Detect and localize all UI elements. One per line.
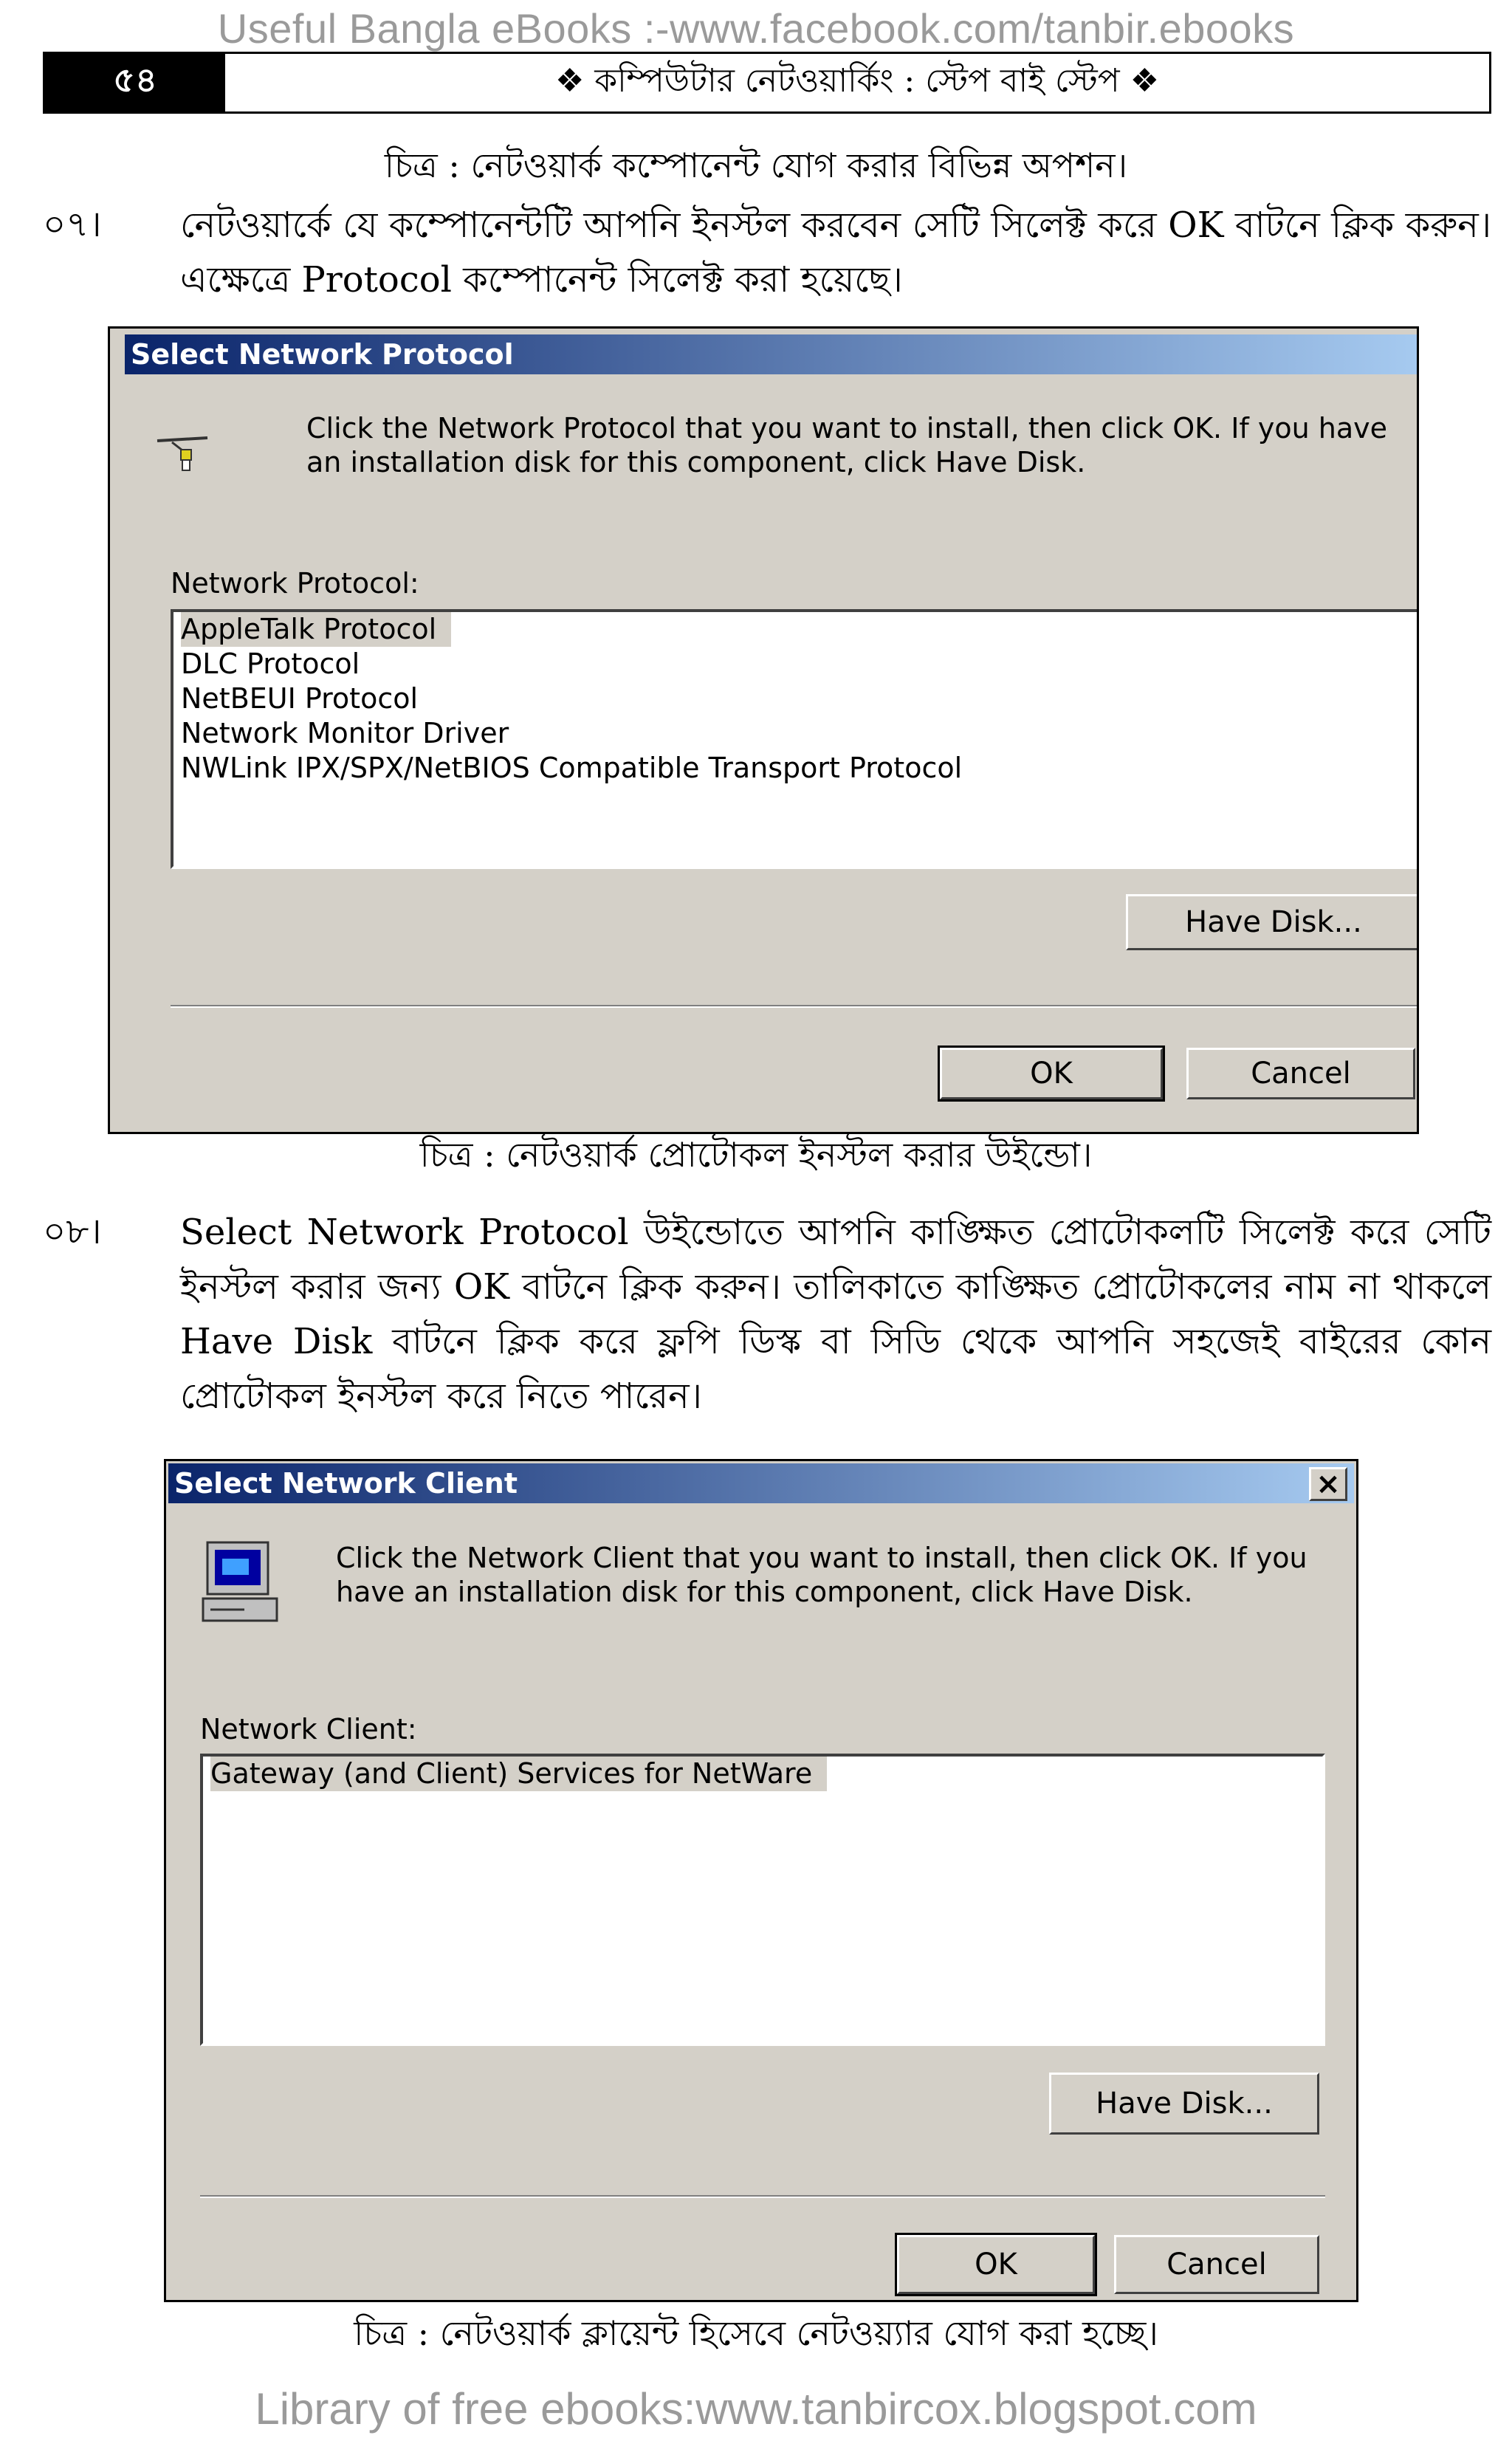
step-number: ০৮।	[43, 1211, 102, 1252]
protocol-list[interactable]	[171, 609, 1419, 869]
step-text: নেটওয়ার্কে যে কম্পোনেন্টটি আপনি ইনস্টল করবেন সেটি সিলেক্ট করে OK বাটনে ক্লিক করুন। এক্ষেত্রে Protocol কম্পোনেন্ট সিলেক্ট করা হয়েছে।	[180, 205, 1491, 301]
title-bar	[125, 334, 1417, 374]
instruction-text: Click the Network Protocol that you want to install, then click OK. If you have an installation disk for this component, click Have Disk.	[306, 412, 1388, 478]
have-disk-button[interactable]: Have Disk...	[1049, 2073, 1319, 2135]
title-bar	[168, 1463, 1354, 1503]
cancel-button[interactable]: Cancel	[1114, 2235, 1319, 2294]
list-item-appletalk[interactable]: AppleTalk Protocol	[173, 612, 1419, 647]
close-button[interactable]	[1309, 1467, 1347, 1501]
ok-button[interactable]: OK	[897, 2235, 1095, 2294]
cancel-button[interactable]: Cancel	[1186, 1048, 1415, 1099]
select-network-client-dialog	[164, 1459, 1358, 2302]
divider	[171, 1005, 1419, 1008]
list-label: Network Protocol:	[171, 567, 419, 600]
network-client-icon	[200, 1539, 281, 1627]
step-7	[43, 198, 1491, 316]
caption-protocol-window: চিত্র : নেটওয়ার্ক প্রোটোকল ইনস্টল করার উইন্ডো।	[419, 1135, 1093, 1175]
caption-client-window: চিত্র : নেটওয়ার্ক ক্লায়েন্ট হিসেবে নেটওয়্যার যোগ করা হচ্ছে।	[354, 2313, 1158, 2353]
list-item-netbeui[interactable]: NetBEUI Protocol	[181, 682, 419, 715]
list-item-network-monitor[interactable]: Network Monitor Driver	[181, 717, 509, 749]
top-watermark: Useful Bangla eBooks :-www.facebook.com/tanbir.ebooks	[217, 5, 1295, 52]
list-item-nwlink[interactable]: NWLink IPX/SPX/NetBIOS Compatible Transport Protocol	[181, 752, 963, 784]
client-list[interactable]	[200, 1754, 1325, 2046]
step-text: Select Network Protocol উইন্ডোতে আপনি কাঙ্ক্ষিত প্রোটোকলটি সিলেক্ট করে সেটি ইনস্টল করার জন্য OK বাটনে ক্লিক করুন। তালিকাতে কাঙ্ক্ষিত প্রোটোকলের নাম না থাকলে Have Disk বাটনে ক্লিক করে ফ্লপি ডিস্ক বা সিডি থেকে আপনি সহজেই বাইরের কোন প্রোটোকল ইনস্টল করে নিতে পারেন।	[180, 1212, 1491, 1417]
dialog-title: Select Network Protocol	[131, 338, 514, 371]
ok-button[interactable]: OK	[940, 1048, 1163, 1099]
list-item-dlc[interactable]: DLC Protocol	[181, 648, 360, 680]
network-protocol-icon	[156, 429, 215, 473]
divider	[200, 2195, 1325, 2198]
running-title: ❖ কম্পিউটার নেটওয়ার্কিং : স্টেপ বাই স্টেপ ❖	[554, 61, 1160, 100]
bottom-watermark: Library of free ebooks:www.tanbircox.blogspot.com	[255, 2384, 1257, 2434]
instruction-text: Click the Network Client that you want to install, then click OK. If you have an installation disk for this component, click Have Disk.	[336, 1542, 1307, 1608]
caption-components: চিত্র : নেটওয়ার্ক কম্পোনেন্ট যোগ করার বিভিন্ন অপশন।	[384, 145, 1128, 185]
dialog-title: Select Network Client	[174, 1467, 518, 1500]
close-icon: ×	[1316, 1467, 1341, 1501]
have-disk-button[interactable]: Have Disk...	[1126, 894, 1419, 950]
page-number: ৫৪	[45, 54, 225, 111]
step-8	[43, 1205, 1491, 1426]
list-item-gateway-services[interactable]: Gateway (and Client) Services for NetWare	[203, 1757, 1322, 1791]
step-number: ০৭।	[43, 204, 102, 245]
page-header	[43, 52, 1491, 114]
select-network-protocol-dialog	[108, 326, 1419, 1134]
list-label: Network Client:	[200, 1713, 417, 1745]
